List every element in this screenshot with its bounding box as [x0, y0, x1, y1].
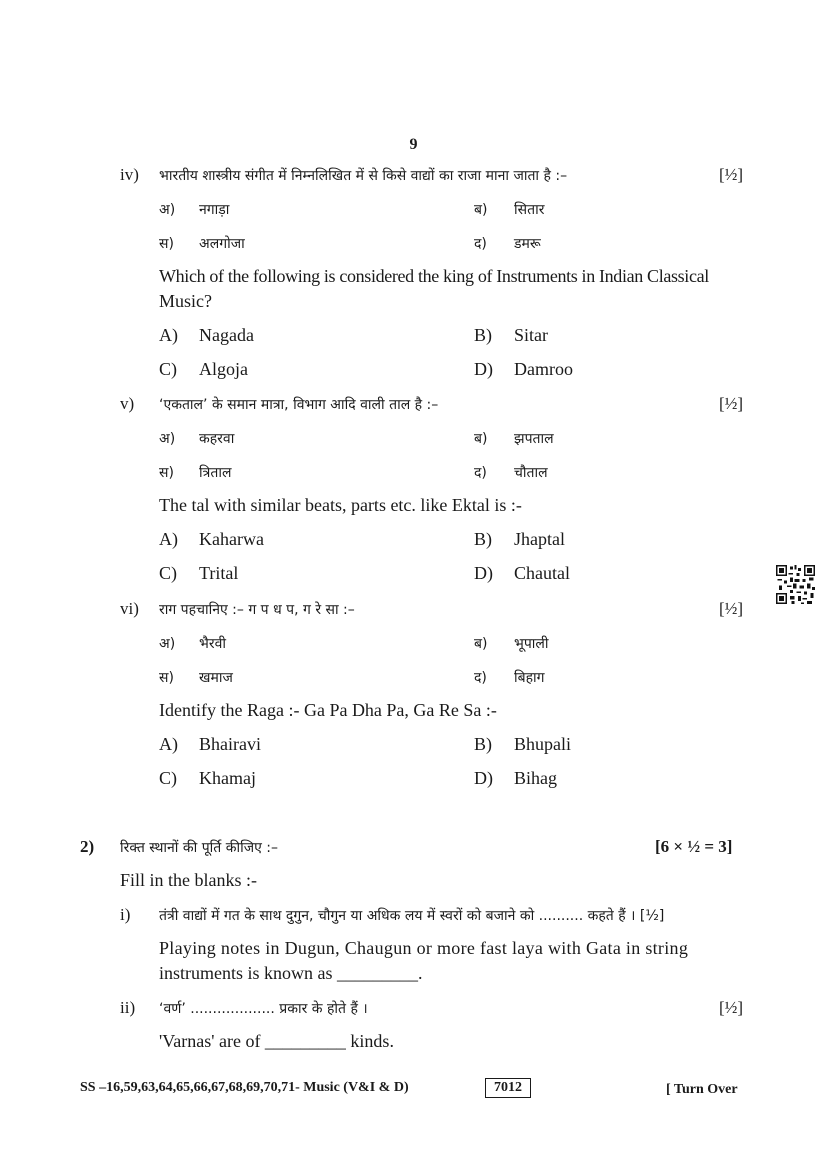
option-text: चौताल [514, 465, 548, 481]
question-english: Which of the following is considered the king of Instruments in Indian Classical [159, 266, 709, 286]
question-number: v) [120, 394, 135, 413]
option-label: D) [474, 563, 493, 583]
option-label: ब) [474, 202, 488, 218]
question-hindi: रिक्त स्थानों की पूर्ति कीजिए :– [120, 840, 279, 856]
option-label: द) [474, 670, 487, 686]
option-text: अलगोजा [199, 236, 245, 252]
option-label: B) [474, 529, 492, 549]
option-label: D) [474, 768, 493, 788]
option-text: Chautal [514, 563, 570, 583]
option-text: Algoja [199, 359, 248, 379]
sub-question-english: 'Varnas' are of _________ kinds. [159, 1031, 394, 1051]
sub-question-number: ii) [120, 998, 136, 1017]
option-label: ब) [474, 431, 488, 447]
option-label: B) [474, 325, 492, 345]
option-label: स) [159, 236, 174, 252]
option-text: Damroo [514, 359, 573, 379]
option-text: Nagada [199, 325, 254, 345]
question-english: The tal with similar beats, parts etc. like Ektal is :- [159, 495, 522, 515]
question-hindi: ‘एकताल’ के समान मात्रा, विभाग आदि वाली ताल है :– [159, 397, 439, 413]
question-hindi: भारतीय शास्त्रीय संगीत में निम्नलिखित में से किसे वाद्यों का राजा माना जाता है :– [159, 168, 568, 184]
option-text: Khamaj [199, 768, 256, 788]
option-text: त्रिताल [199, 465, 232, 481]
question-hindi: राग पहचानिए :– ग प ध प, ग रे सा :– [159, 602, 355, 618]
option-label: स) [159, 465, 174, 481]
turn-over: [ Turn Over [666, 1082, 738, 1097]
paper-code-box: 7012 [485, 1078, 531, 1098]
option-label: C) [159, 563, 177, 583]
question-english-cont: Music? [159, 291, 212, 311]
option-label: A) [159, 325, 178, 345]
question-english: Identify the Raga :- Ga Pa Dha Pa, Ga Re Sa :- [159, 700, 497, 720]
marks: [½] [719, 998, 744, 1017]
option-label: अ) [159, 636, 176, 652]
sub-question-english-cont: instruments is known as _________. [159, 963, 423, 983]
option-text: कहरवा [199, 431, 235, 447]
question-number: 2) [80, 837, 95, 856]
option-label: B) [474, 734, 492, 754]
option-text: झपताल [514, 431, 554, 447]
option-text: खमाज [199, 670, 233, 686]
option-label: अ) [159, 202, 176, 218]
sub-question-hindi: तंत्री वाद्यों में गत के साथ दुगुन, चौगुन या अधिक लय में स्वरों को बजाने को .......... कहते हैं । [½] [159, 908, 665, 924]
option-label: A) [159, 529, 178, 549]
option-label: स) [159, 670, 174, 686]
option-text: Bhupali [514, 734, 571, 754]
option-text: Sitar [514, 325, 548, 345]
option-text: डमरू [514, 236, 541, 252]
option-text: सितार [514, 202, 545, 218]
option-label: द) [474, 465, 487, 481]
option-label: C) [159, 359, 177, 379]
marks: [½] [719, 165, 744, 184]
marks: [6 × ½ = 3] [655, 837, 733, 856]
page-number: 9 [409, 136, 418, 153]
option-text: Kaharwa [199, 529, 264, 549]
question-english: Fill in the blanks :- [120, 870, 257, 890]
option-text: बिहाग [514, 670, 545, 686]
option-text: Bihag [514, 768, 557, 788]
exam-code: SS –16,59,63,64,65,66,67,68,69,70,71- Music (V&I & D) [80, 1080, 409, 1095]
option-text: Jhaptal [514, 529, 565, 549]
option-text: नगाड़ा [199, 202, 230, 218]
marks: [½] [719, 599, 744, 618]
sub-question-number: i) [120, 905, 131, 924]
question-number: iv) [120, 165, 139, 184]
option-label: C) [159, 768, 177, 788]
option-label: द) [474, 236, 487, 252]
option-label: D) [474, 359, 493, 379]
marks: [½] [719, 394, 744, 413]
option-label: A) [159, 734, 178, 754]
option-label: ब) [474, 636, 488, 652]
sub-question-english: Playing notes in Dugun, Chaugun or more fast laya with Gata in string [159, 938, 689, 958]
option-text: भूपाली [514, 636, 549, 652]
sub-question-hindi: ‘वर्ण’ ................... प्रकार के होते हैं । [159, 1001, 368, 1017]
option-label: अ) [159, 431, 176, 447]
option-text: भैरवी [199, 636, 226, 652]
option-text: Bhairavi [199, 734, 261, 754]
question-number: vi) [120, 599, 139, 618]
qr-code-icon [776, 565, 815, 604]
option-text: Trital [199, 563, 239, 583]
